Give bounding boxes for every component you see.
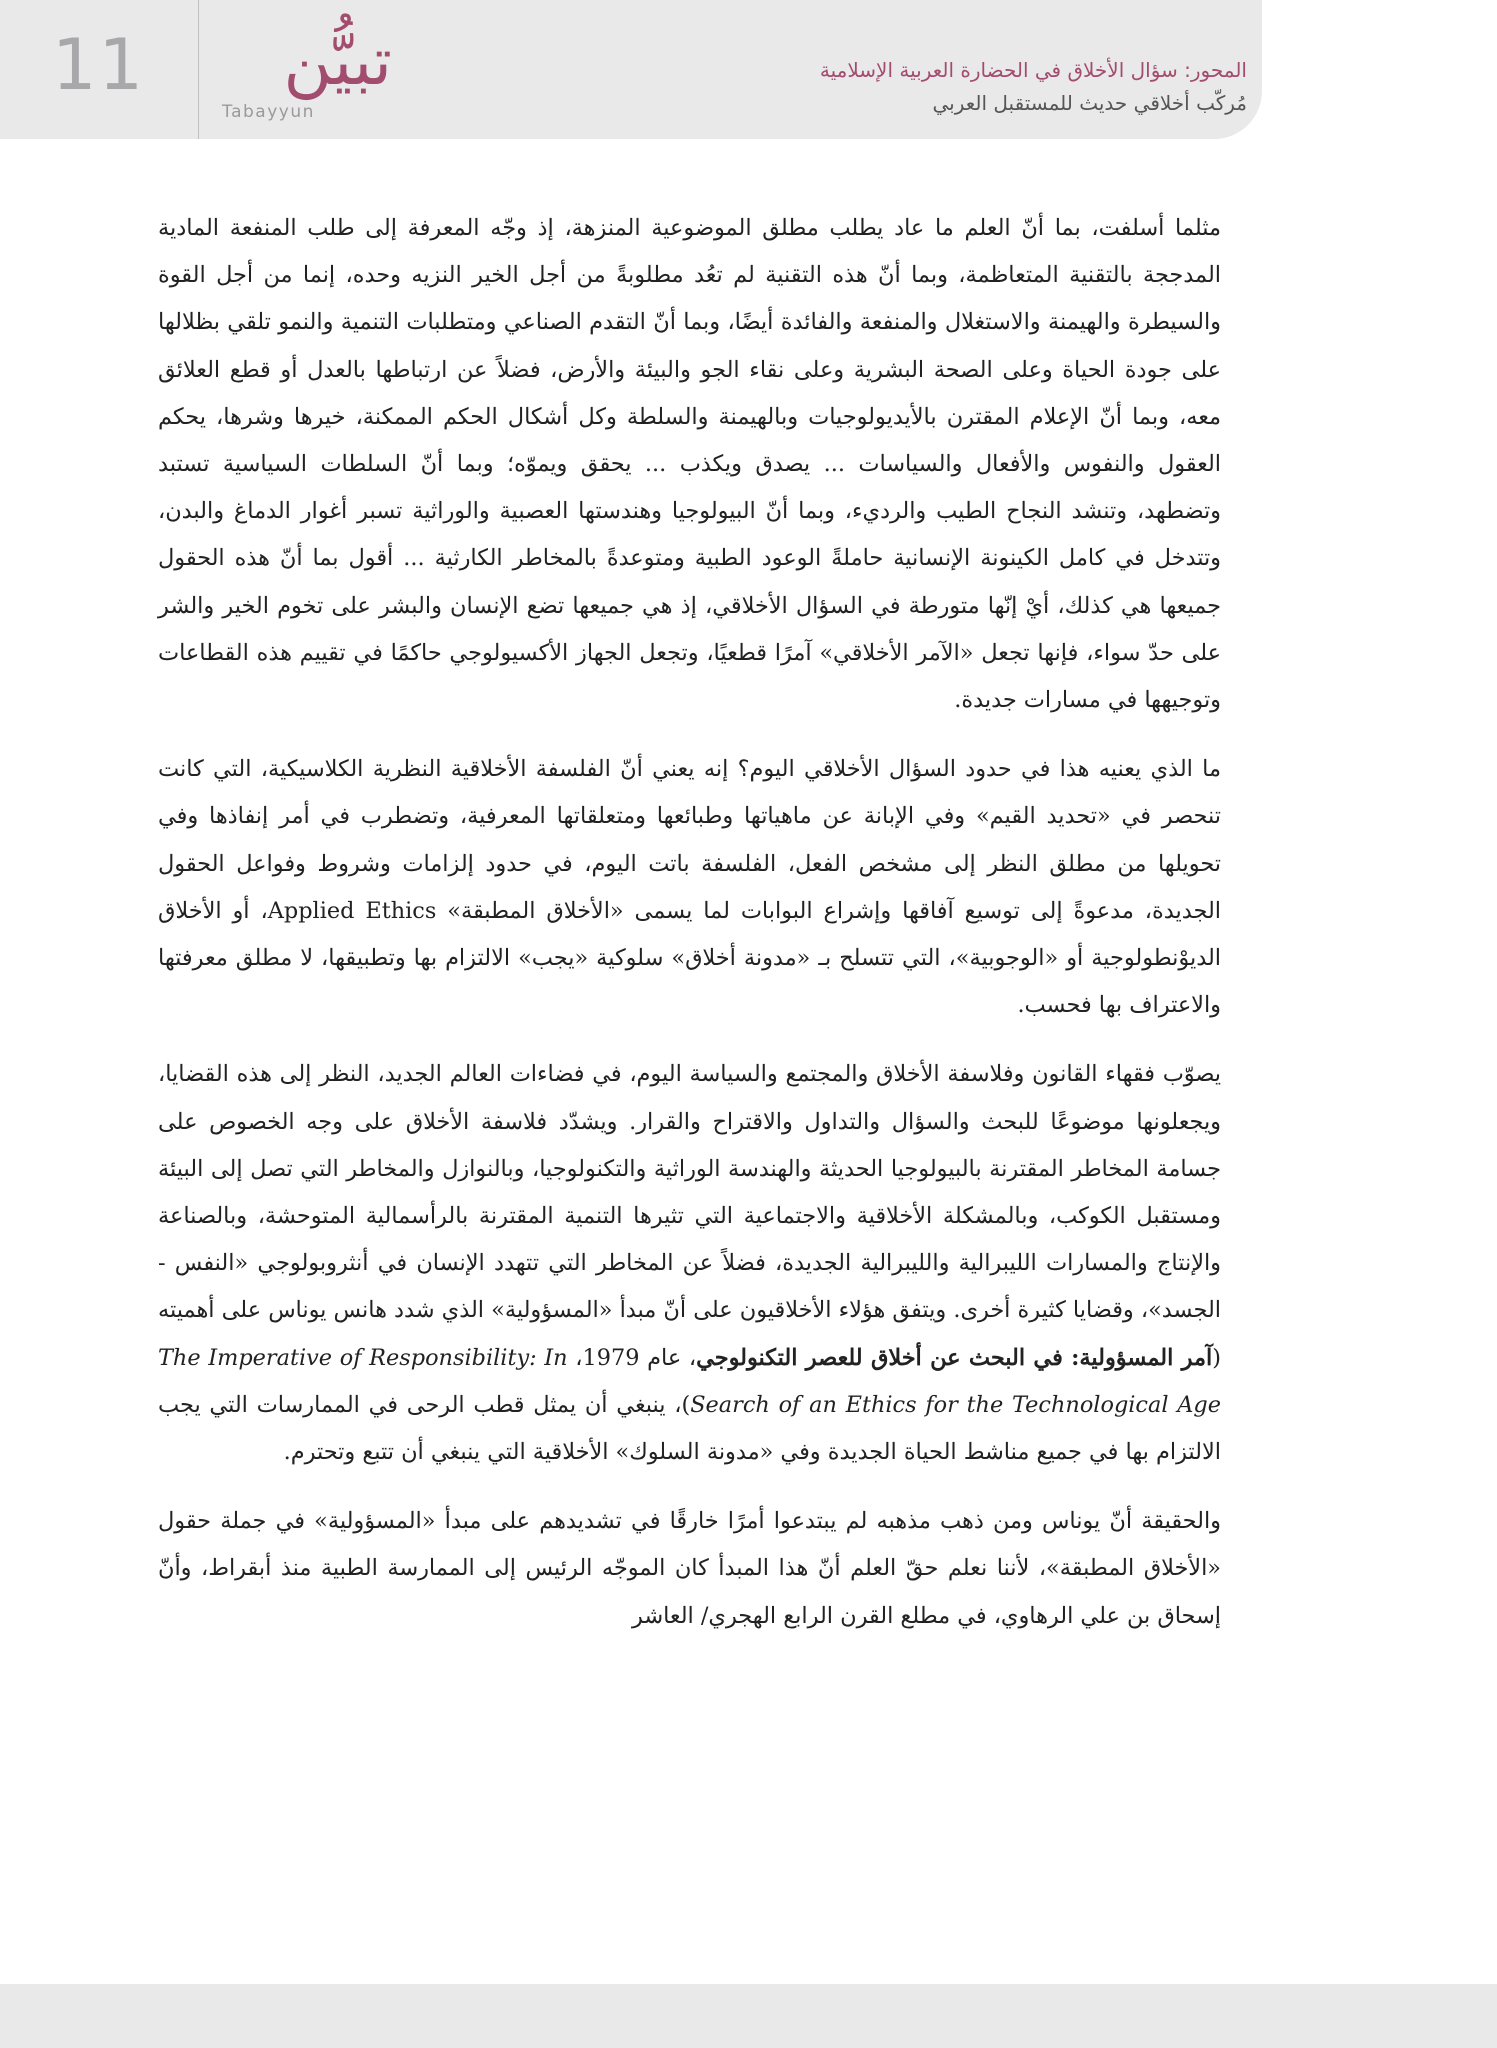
- page-number: 11: [51, 23, 146, 106]
- book-title-english: The Imperative of Responsibility: In Search of an Ethics for the Technological Age: [158, 1344, 1221, 1418]
- paragraph-2-part-b: ، أو الأخلاق الديوْنطولوجية أو «الوجوبية»، التي تتسلح بـ «مدونة أخلاق» سلوكية «يجب» الالتزام بها وتطبيقها، لا مطلق معرفتها والاعتراف بها فحسب.: [158, 897, 1221, 1019]
- applied-ethics-term: Applied Ethics: [267, 897, 437, 924]
- logo-latin-text: Tabayyun: [222, 102, 315, 122]
- paragraph-4: والحقيقة أنّ يوناس ومن ذهب مذهبه لم يبتدعوا أمرًا خارقًا في تشديدهم على مبدأ «المسؤولية» في جملة حقول «الأخلاق المطبقة»، لأننا نعلم حقّ العلم أنّ هذا المبدأ كان الموجّه الرئيس إلى الممارسة الطبية منذ أبقراط، وأنّ إسحاق بن علي الرهاوي، في مطلع القرن الرابع الهجري/ العاشر: [158, 1508, 1221, 1629]
- footer-band: [0, 1984, 1497, 2048]
- paragraph-3-part-b: ، عام 1979،: [567, 1344, 697, 1371]
- paragraph-2-part-a: ما الذي يعنيه هذا في حدود السؤال الأخلاقي اليوم؟ إنه يعني أنّ الفلسفة الأخلاقية النظرية الكلاسيكية، التي كانت تنحصر في «تحديد القيم» وفي الإبانة عن ماهياتها وطبائعها ومتعلقاتها المعرفية، وتضطرب في أمر إنفاذها وفي تحويلها من مطلق النظر إلى مشخص الفعل، الفلسفة باتت اليوم، في حدود إلزامات وشروط وفواعل الحقول الجديدة، مدعوةً إلى توسيع آفاقها وإشراع البوابات لما يسمى «الأخلاق المطبقة»: [158, 756, 1221, 924]
- paragraph-2: [158, 746, 1221, 1029]
- logo-arabic-text: تبيُّن: [283, 23, 392, 100]
- article-title: مُركّب أخلاقي حديث للمستقبل العربي: [932, 91, 1247, 115]
- paragraph-1: مثلما أسلفت، بما أنّ العلم ما عاد يطلب مطلق الموضوعية المنزهة، إذ وجّه المعرفة إلى طلب المنفعة المادية المدججة بالتقنية المتعاظمة، وبما أنّ هذه التقنية لم تعُد مطلوبةً من أجل الخير النزيه وحده، إنما من أجل القوة والسيطرة والهيمنة والاستغلال والمنفعة والفائدة أيضًا، وبما أنّ التقدم الصناعي ومتطلبات التنمية والنمو تلقي بظلالها على جودة الحياة وعلى الصحة البشرية وعلى نقاء الجو والبيئة والأرض، فضلاً عن ارتباطها بالعدل أو قطع العلائق معه، وبما أنّ الإعلام المقترن بالأيديولوجيات وبالهيمنة والسلطة وكل أشكال الحكم الممكنة، خيرها وشرها، يحكم العقول والنفوس والأفعال والسياسات ... يصدق ويكذب ... يحقق ويموّه؛ وبما أنّ السلطات السياسية تستبد وتضطهد، وتنشد النجاح الطيب والرديء، وبما أنّ البيولوجيا وهندستها العصبية والوراثية تسبر أغوار الدماغ والبدن، وتتدخل في كامل الكينونة الإنسانية حاملةً الوعود الطبية ومتوعدةً بالمخاطر الكارثية ... أقول بما أنّ هذه الحقول جميعها هي كذلك، أيْ إنّها متورطة في السؤال الأخلاقي، إذ هي جميعها تضع الإنسان والبشر على تخوم الخير والشر على حدّ سواء، فإنها تجعل «الآمر الأخلاقي» آمرًا قطعيًا، وتجعل الجهاز الأكسيولوجي حاكمًا في تقييم هذه القطاعات وتوجيهها في مسارات جديدة.: [158, 215, 1221, 714]
- running-header: [820, 58, 1247, 115]
- paragraph-3: [158, 1051, 1221, 1476]
- paragraph-3-part-c: )، ينبغي أن يمثل قطب الرحى في الممارسات التي يجب الالتزام بها في جميع مناشط الحياة الجديدة وفي «مدونة السلوك» الأخلاقية التي ينبغي أن تتبع وتحترم.: [158, 1391, 1221, 1466]
- article-body: [158, 205, 1221, 1662]
- book-title-arabic: آمر المسؤولية: في البحث عن أخلاق للعصر التكنولوجي: [696, 1344, 1213, 1371]
- paragraph-3-part-a: يصوّب فقهاء القانون وفلاسفة الأخلاق والمجتمع والسياسة اليوم، في فضاءات العالم الجديد، النظر إلى هذه القضايا، ويجعلونها موضوعًا للبحث والسؤال والتداول والاقتراح والقرار. ويشدّد فلاسفة الأخلاق على وجه الخصوص على جسامة المخاطر المقترنة بالبيولوجيا الحديثة والهندسة الوراثية والتكنولوجيا، وبالنوازل والمخاطر التي تصل إلى البيئة ومستقبل الكوكب، وبالمشكلة الأخلاقية والاجتماعية التي تثيرها التنمية المقترنة بالرأسمالية المتوحشة، وبالصناعة والإنتاج والمسارات الليبرالية والليبرالية الجديدة، فضلاً عن المخاطر التي تتهدد الإنسان في أنثروبولوجي «النفس - الجسد»، وقضايا كثيرة أخرى. ويتفق هؤلاء الأخلاقيون على أنّ مبدأ «المسؤولية» الذي شدد هانس يوناس على أهميته (: [158, 1061, 1221, 1371]
- header-divider: [198, 0, 199, 139]
- axis-title: المحور: سؤال الأخلاق في الحضارة العربية الإسلامية: [819, 58, 1247, 82]
- tabayyun-logo: [212, 22, 402, 130]
